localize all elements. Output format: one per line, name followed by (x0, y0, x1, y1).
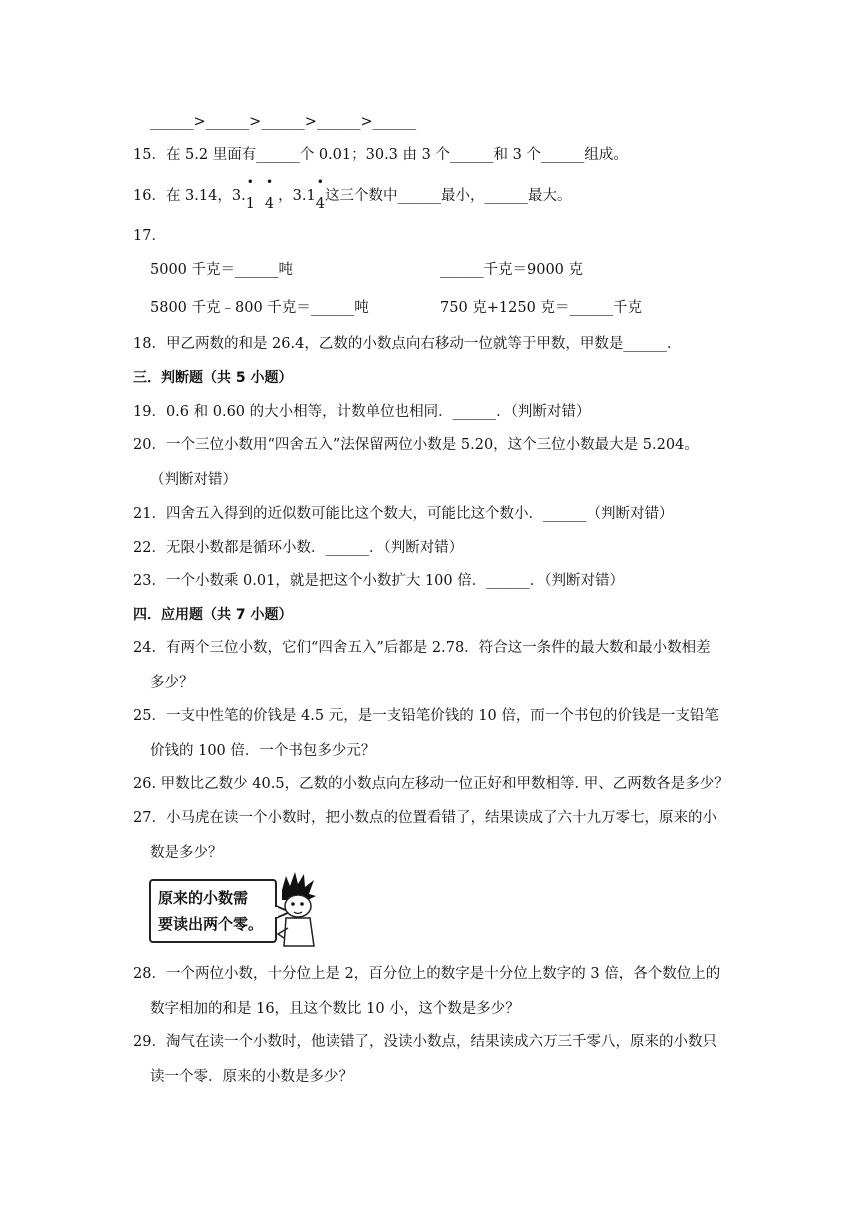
q16-repeating-digit-2: • 4 (264, 175, 275, 212)
repeat-dot-icon: • (316, 175, 324, 189)
question-20-cont: （判断对错） (150, 472, 237, 488)
q17-row2-col1: 5800 千克﹣800 千克＝______吨 (150, 300, 369, 316)
q16-mid: ，3.1 (278, 188, 316, 204)
question-27-cont: 数是多少？ (150, 845, 223, 861)
cartoon-boy-icon (148, 872, 318, 950)
q14-blanks: ______>______>______>______>______ (150, 114, 417, 130)
q17-row2-col2: 750 克+1250 克＝______千克 (440, 300, 642, 316)
q16-repeating-digit-3: • 4 (315, 175, 325, 212)
section-4-heading: 四．应用题（共 7 小题） (133, 607, 293, 623)
question-26: 26. 甲数比乙数少 40.5，乙数的小数点向左移动一位正好和甲数相等. 甲、乙两数各是多少？ (133, 776, 729, 792)
question-20: 20．一个三位小数用“四舍五入”法保留两位小数是 5.20，这个三位小数最大是 5.204。 (133, 437, 699, 453)
question-27: 27．小马虎在读一个小数时，把小数点的位置看错了，结果读成了六十九万零七，原来的小 (133, 810, 717, 826)
q17-row1-col1: 5000 千克＝______吨 (150, 262, 294, 278)
q27-cartoon-hint (148, 872, 318, 950)
question-29-cont: 读一个零．原来的小数是多少？ (150, 1069, 353, 1085)
q16-prefix: 16．在 3.14，3. (133, 188, 246, 204)
q16-suffix: 这三个数中______最小，______最大。 (324, 188, 572, 204)
bubble-line-2: 要读出两个零。 (158, 915, 264, 933)
q16-repeating-digit-1: • 1 (245, 175, 255, 212)
question-25: 25．一支中性笔的价钱是 4.5 元，是一支铅笔价钱的 10 倍，而一个书包的价钱是一支铅笔 (133, 708, 719, 724)
question-17-number: 17． (133, 228, 166, 244)
bubble-line-1: 原来的小数需 (158, 889, 249, 907)
q17-row1-col2: ______千克＝9000 克 (440, 262, 584, 278)
question-22: 22．无限小数都是循环小数．______．（判断对错） (133, 540, 464, 556)
repeat-dot-icon: • (265, 175, 274, 189)
question-19: 19．0.6 和 0.60 的大小相等，计数单位也相同．______．（判断对错） (133, 404, 591, 420)
section-3-heading: 三．判断题（共 5 小题） (133, 370, 293, 386)
question-18: 18．甲乙两数的和是 26.4，乙数的小数点向右移动一位就等于甲数，甲数是______． (133, 336, 682, 352)
question-15: 15．在 5.2 里面有______个 0.01；30.3 由 3 个______和 3 个______组成。 (133, 147, 628, 163)
question-29: 29．淘气在读一个小数时，他读错了，没读小数点，结果读成六万三千零八，原来的小数只 (133, 1034, 717, 1050)
question-16 (133, 175, 572, 212)
question-21: 21．四舍五入得到的近似数可能比这个数大，可能比这个数小．______（判断对错） (133, 506, 674, 522)
question-28: 28．一个两位小数，十分位上是 2，百分位上的数字是十分位上数字的 3 倍，各个数位上的 (133, 966, 721, 982)
question-24: 24．有两个三位小数，它们“四舍五入”后都是 2.78．符合这一条件的最大数和最小数相差 (133, 640, 711, 656)
question-23: 23．一个小数乘 0.01，就是把这个小数扩大 100 倍．______．（判断对错） (133, 573, 624, 589)
repeat-dot-icon: • (246, 175, 254, 189)
question-25-cont: 价钱的 100 倍．一个书包多少元？ (150, 743, 376, 759)
question-24-cont: 多少？ (150, 675, 194, 691)
question-28-cont: 数字相加的和是 16，且这个数比 10 小，这个数是多少？ (150, 1001, 520, 1017)
